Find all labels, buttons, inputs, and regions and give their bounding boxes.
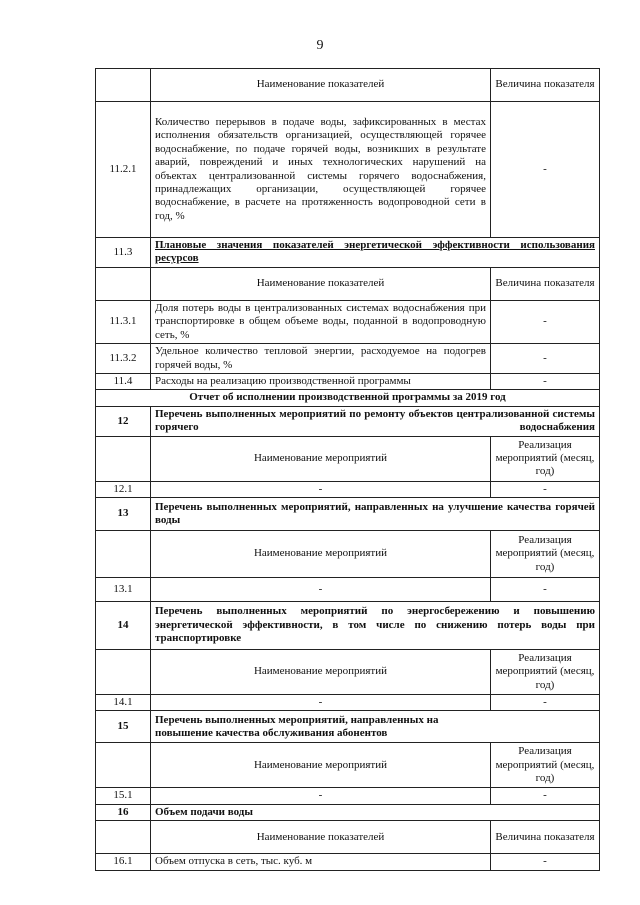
table-row: [96, 300, 600, 343]
sub-header-row: [96, 743, 600, 788]
section-title: Перечень выполненных мероприятий, направленных на улучшение качества горячей воды: [151, 498, 600, 531]
row-value: -: [491, 695, 600, 711]
page-number: 9: [316, 38, 324, 53]
sub-header-row: [96, 267, 600, 300]
sub-header-row: [96, 531, 600, 578]
row-number: 14.1: [96, 695, 151, 711]
section-title: Перечень выполненных мероприятий по энергосбережению и повышению энергетической эффективности, в том числе по снижению потерь воды при транспортировке: [151, 602, 600, 650]
row-value: -: [491, 788, 600, 804]
header-measure-realization: Реализация мероприятий (месяц, год): [491, 436, 600, 481]
row-text: Расходы на реализацию производственной программы: [151, 374, 491, 390]
report-title-row: [96, 390, 600, 406]
header-measure-name: Наименование мероприятий: [151, 650, 491, 695]
row-text: -: [151, 481, 491, 497]
section-row-15: [96, 711, 600, 743]
header-measure-name: Наименование мероприятий: [151, 436, 491, 481]
header-number-cell: [96, 69, 151, 102]
row-text: -: [151, 578, 491, 602]
row-text: Количество перерывов в подаче воды, зафиксированных в местах исполнения обязательств организацией, осуществляющей горячее водоснабжение, по подаче горячей воды, возникших в результате аварий, повреждений и иных технологических нарушений на объектах централизованной системы горячего водоснабжения, принадлежащих организации, осуществляющей горячее водоснабжение, в расчете на протяженность водопроводной сети в год, %: [151, 102, 491, 238]
section-title: Плановые значения показателей энергетической эффективности использования ресурсов: [151, 238, 600, 268]
section-number: 13: [96, 498, 151, 531]
row-value: -: [491, 102, 600, 238]
section-title: Перечень выполненных мероприятий по ремонту объектов централизованной системы горячего водоснабжения: [151, 406, 600, 436]
section-number: 16: [96, 804, 151, 820]
sub-header-row: [96, 436, 600, 481]
table-header-row: [96, 69, 600, 102]
section-row-14: [96, 602, 600, 650]
row-text: Объем отпуска в сеть, тыс. куб. м: [151, 854, 491, 870]
header-number-cell: [96, 743, 151, 788]
section-title: Объем подачи воды: [151, 804, 600, 820]
section-number: 12: [96, 406, 151, 436]
row-number: 12.1: [96, 481, 151, 497]
table-row: [96, 578, 600, 602]
header-number-cell: [96, 531, 151, 578]
table-row: [96, 854, 600, 870]
section-number: 14: [96, 602, 151, 650]
row-value: -: [491, 481, 600, 497]
section-row-11-3: [96, 238, 600, 268]
section-row-13: [96, 498, 600, 531]
row-number: 13.1: [96, 578, 151, 602]
header-indicator-name: Наименование показателей: [151, 821, 491, 854]
row-text: -: [151, 695, 491, 711]
header-indicator-name: Наименование показателей: [151, 69, 491, 102]
row-number: 11.3.1: [96, 300, 151, 343]
header-measure-realization: Реализация мероприятий (месяц, год): [491, 743, 600, 788]
sub-header-row: [96, 650, 600, 695]
row-value: -: [491, 854, 600, 870]
section-number: 11.3: [96, 238, 151, 268]
row-value: -: [491, 300, 600, 343]
row-text: Удельное количество тепловой энергии, расходуемое на подогрев горячей воды, %: [151, 344, 491, 374]
row-value: -: [491, 578, 600, 602]
header-measure-name: Наименование мероприятий: [151, 531, 491, 578]
sub-header-row: [96, 821, 600, 854]
row-number: 11.4: [96, 374, 151, 390]
header-measure-realization: Реализация мероприятий (месяц, год): [491, 650, 600, 695]
row-value: -: [491, 374, 600, 390]
header-indicator-name: Наименование показателей: [151, 267, 491, 300]
header-indicator-value: Величина показателя: [491, 69, 600, 102]
section-row-16: [96, 804, 600, 820]
table-row: [96, 374, 600, 390]
row-number: 11.2.1: [96, 102, 151, 238]
row-number: 15.1: [96, 788, 151, 804]
table-row: [96, 102, 600, 238]
header-number-cell: [96, 821, 151, 854]
table-row: [96, 788, 600, 804]
header-number-cell: [96, 436, 151, 481]
section-row-12: [96, 406, 600, 436]
indicators-table: [95, 68, 600, 871]
row-text: Доля потерь воды в централизованных системах водоснабжения при транспортировке в общем объеме воды, поданной в водопроводную сеть, %: [151, 300, 491, 343]
row-number: 16.1: [96, 854, 151, 870]
section-number: 15: [96, 711, 151, 743]
table-row: [96, 695, 600, 711]
table-row: [96, 481, 600, 497]
row-text: -: [151, 788, 491, 804]
row-value: -: [491, 344, 600, 374]
header-indicator-value: Величина показателя: [491, 267, 600, 300]
report-title: Отчет об исполнении производственной программы за 2019 год: [96, 390, 600, 406]
row-number: 11.3.2: [96, 344, 151, 374]
table-row: [96, 344, 600, 374]
header-measure-realization: Реализация мероприятий (месяц, год): [491, 531, 600, 578]
header-number-cell: [96, 650, 151, 695]
section-title: Перечень выполненных мероприятий, направленных на повышение качества обслуживания абонентов: [151, 711, 600, 743]
header-number-cell: [96, 267, 151, 300]
header-measure-name: Наименование мероприятий: [151, 743, 491, 788]
header-indicator-value: Величина показателя: [491, 821, 600, 854]
